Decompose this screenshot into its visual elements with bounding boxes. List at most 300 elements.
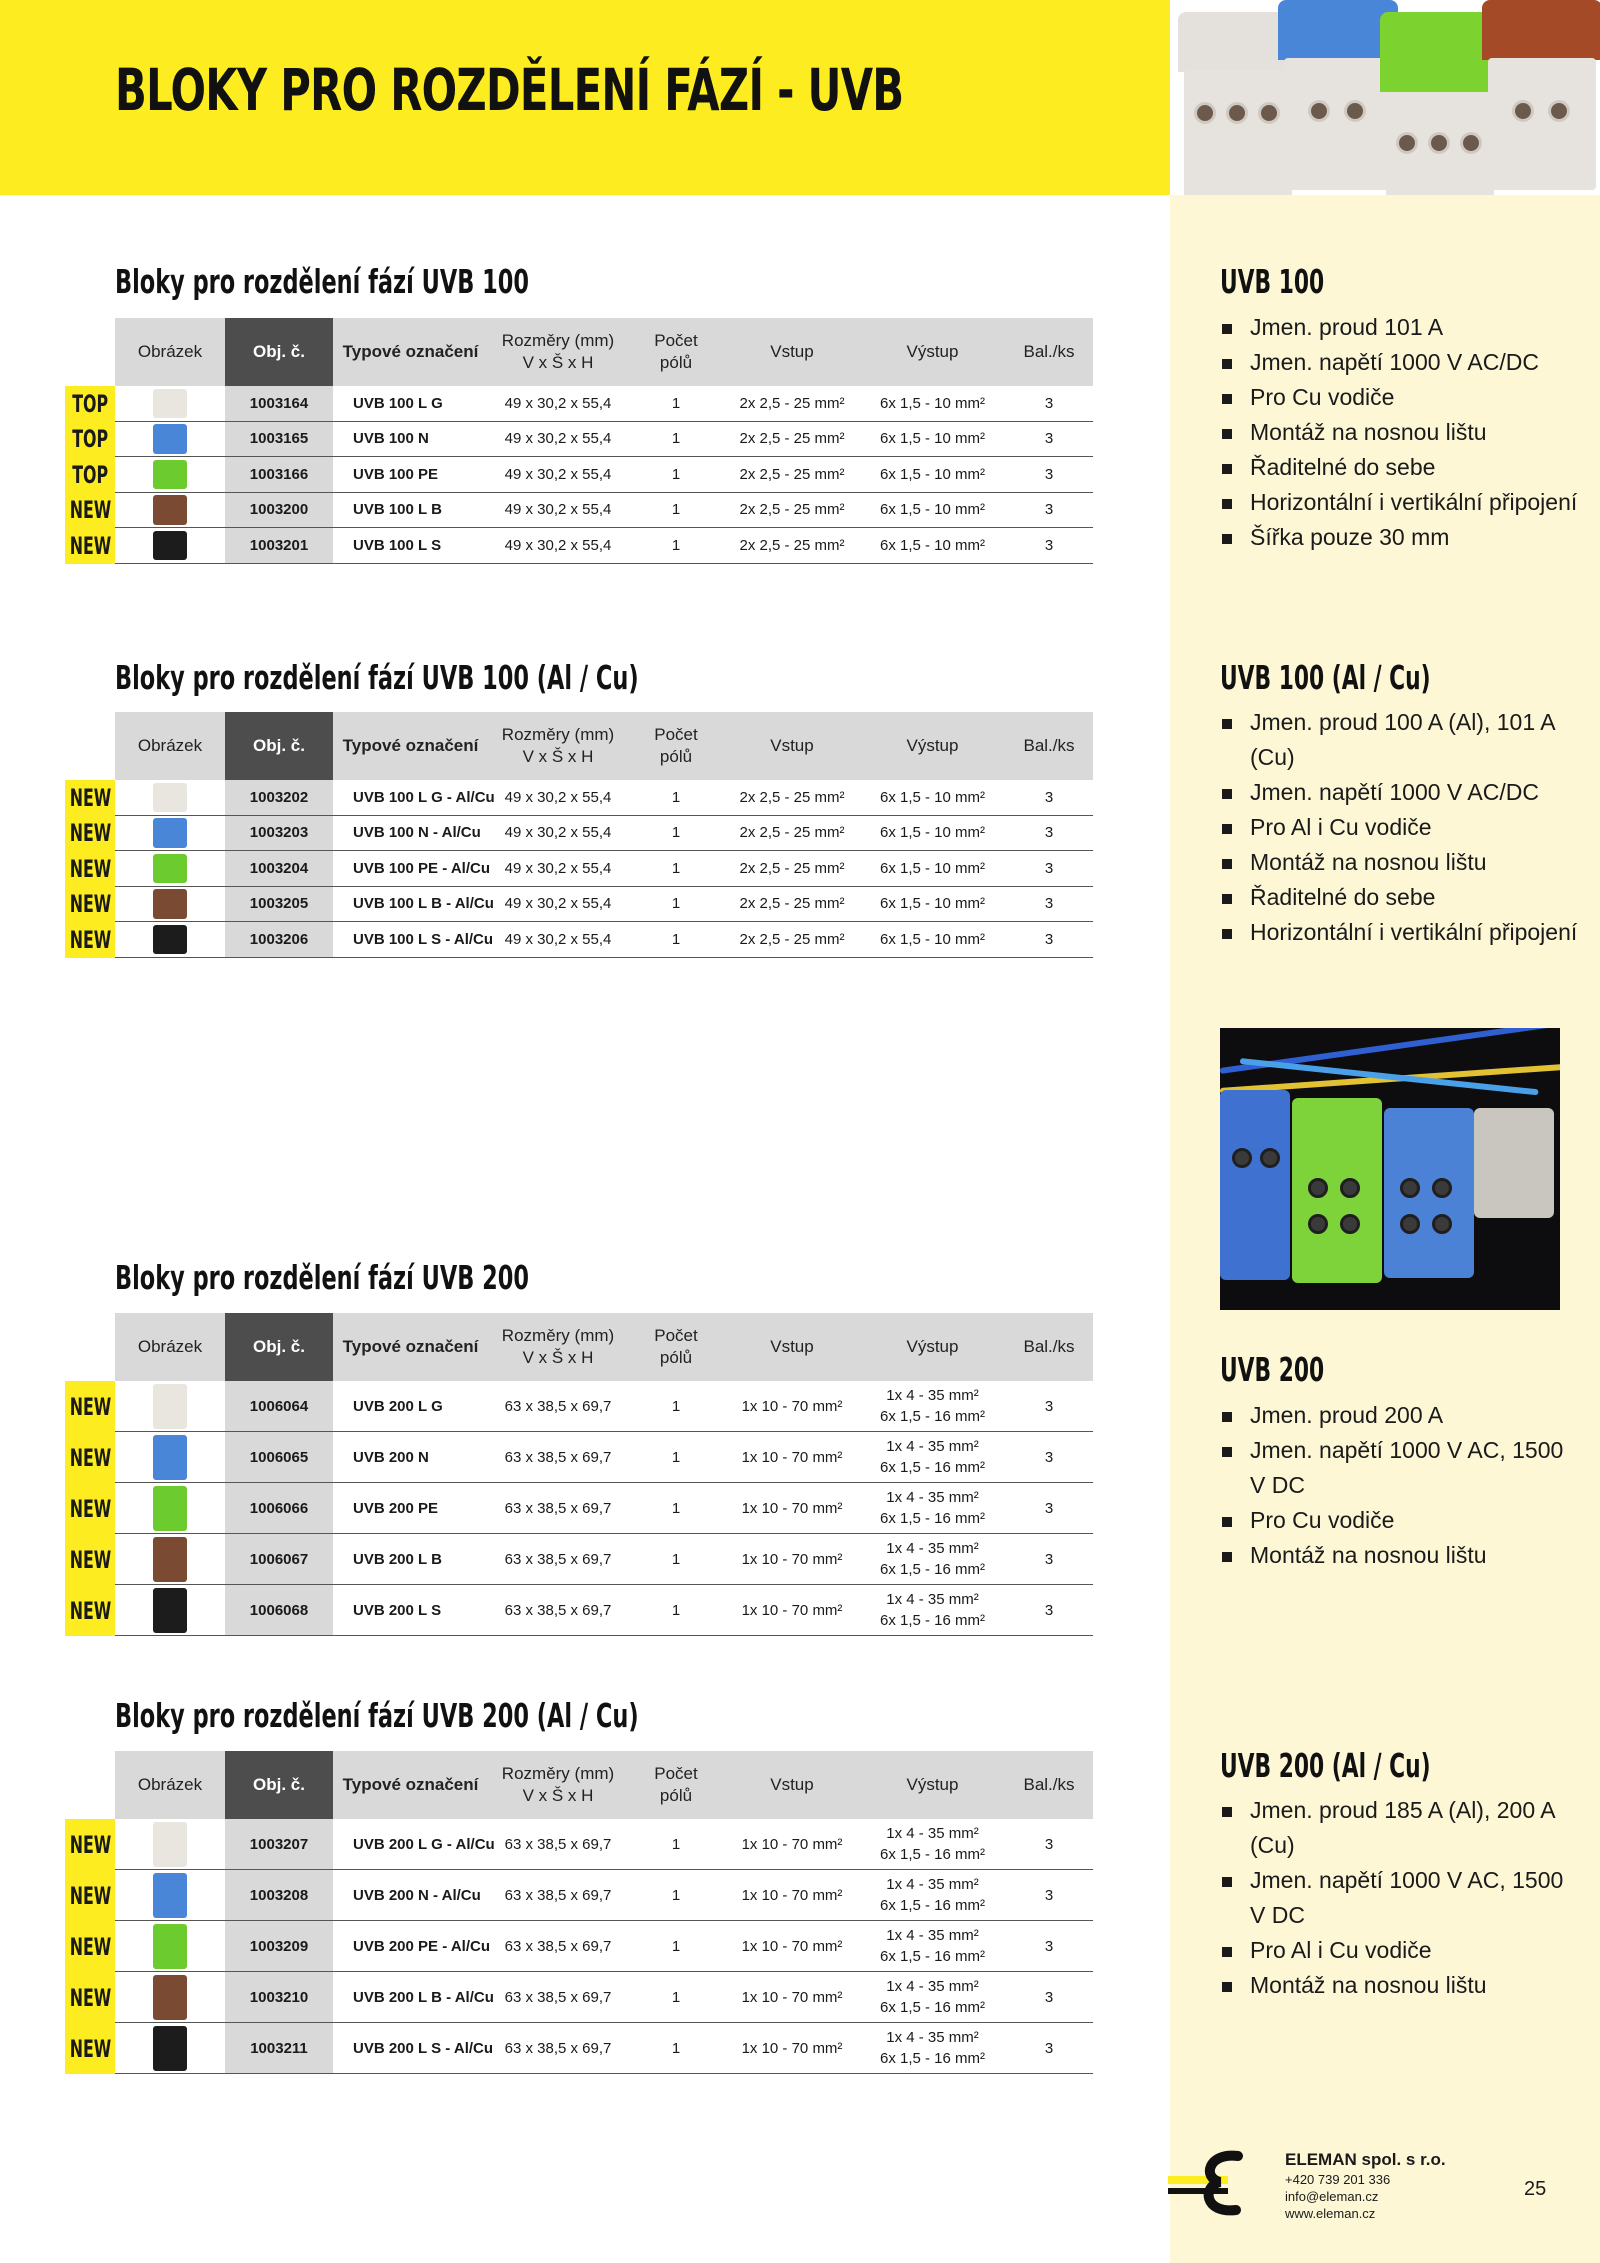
- spec-item: Montáž na nosnou lištu: [1220, 1968, 1580, 2003]
- input-spec: 1x 10 - 70 mm²: [741, 2039, 843, 2057]
- type-designation: UVB 200 L G - Al/Cu: [353, 1835, 495, 1853]
- dimensions: 49 x 30,2 x 55,4: [504, 930, 612, 948]
- th-input: Vstup: [770, 736, 814, 755]
- obj-number: 1003208: [225, 1870, 333, 1920]
- poles: 1: [671, 394, 681, 412]
- section-title: Bloky pro rozdělení fází UVB 100: [115, 262, 529, 301]
- spec-title: UVB 100 (Al / Cu): [1220, 658, 1431, 697]
- page-number: 25: [1524, 2178, 1547, 2200]
- status-badge: [65, 816, 115, 852]
- status-badge-label: NEW: [69, 1881, 111, 1910]
- status-badge: [65, 1972, 115, 2023]
- output-line2: 6x 1,5 - 16 mm²: [879, 1846, 986, 1863]
- dimensions: 49 x 30,2 x 55,4: [504, 895, 612, 913]
- product-image: [153, 889, 187, 919]
- type-designation: UVB 100 L S: [353, 536, 442, 554]
- page-header: [0, 0, 1170, 195]
- spec-item: Horizontální i vertikální připojení: [1220, 915, 1580, 950]
- output-line2: 6x 1,5 - 16 mm²: [879, 1510, 986, 1527]
- pack-qty: 3: [1044, 1397, 1054, 1415]
- table-row: [115, 457, 1093, 493]
- obj-number: 1003205: [225, 887, 333, 922]
- output-line2: 6x 1,5 - 16 mm²: [879, 1948, 986, 1965]
- output-line1: 1x 4 - 35 mm²: [886, 1591, 979, 1608]
- output-spec: 6x 1,5 - 10 mm²: [879, 859, 986, 877]
- table-row: [115, 1534, 1093, 1585]
- status-badge-label: NEW: [69, 1830, 111, 1859]
- status-badge: [65, 1381, 115, 1432]
- status-badge: [65, 780, 115, 816]
- eleman-logo-icon: [1168, 2148, 1268, 2218]
- pack-qty: 3: [1044, 824, 1054, 842]
- output-spec: [860, 1432, 1005, 1482]
- th-output: Výstup: [906, 1775, 959, 1794]
- th-type: Typové označení: [342, 736, 479, 755]
- product-thumbnail: [115, 851, 225, 886]
- dimensions: 63 x 38,5 x 69,7: [504, 1397, 612, 1415]
- table-row: [115, 1381, 1093, 1432]
- dimensions: 49 x 30,2 x 55,4: [504, 430, 612, 448]
- spec-title: UVB 200 (Al / Cu): [1220, 1746, 1431, 1785]
- output-line2: 6x 1,5 - 16 mm²: [879, 1561, 986, 1578]
- obj-number: 1003210: [225, 1972, 333, 2022]
- table-row: [115, 493, 1093, 529]
- output-spec: [860, 1585, 1005, 1635]
- table-row: [115, 780, 1093, 816]
- pack-qty: 3: [1044, 788, 1054, 806]
- output-spec: [860, 2023, 1005, 2073]
- poles: 1: [671, 501, 681, 519]
- output-spec: [860, 1819, 1005, 1869]
- output-spec: [860, 1921, 1005, 1971]
- th-dims-line2: V x Š x H: [522, 353, 594, 372]
- obj-number: 1003203: [225, 816, 333, 851]
- pack-qty: 3: [1044, 895, 1054, 913]
- pack-qty: 3: [1044, 1550, 1054, 1568]
- header-product-photo: [1170, 0, 1600, 195]
- pack-qty: 3: [1044, 1601, 1054, 1619]
- status-badge: [65, 1819, 115, 1870]
- type-designation: UVB 100 L G: [353, 394, 443, 412]
- th-poles-line1: Počet: [654, 331, 698, 350]
- dimensions: 63 x 38,5 x 69,7: [504, 1448, 612, 1466]
- pack-qty: 3: [1044, 1499, 1054, 1517]
- type-designation: UVB 200 L B - Al/Cu: [353, 1988, 494, 2006]
- status-badge: [65, 493, 115, 529]
- th-poles-line1: Počet: [654, 1764, 698, 1783]
- dimensions: 63 x 38,5 x 69,7: [504, 1835, 612, 1853]
- poles: 1: [671, 465, 681, 483]
- type-designation: UVB 200 L S: [353, 1601, 442, 1619]
- product-thumbnail: [115, 493, 225, 528]
- th-dims: [488, 1313, 628, 1381]
- spec-list: [1220, 705, 1580, 950]
- table-row: [115, 2023, 1093, 2074]
- input-spec: 1x 10 - 70 mm²: [741, 1448, 843, 1466]
- product-table: [115, 1313, 1093, 1636]
- product-thumbnail: [115, 1870, 225, 1920]
- table-row: [115, 887, 1093, 923]
- product-image: [153, 2026, 187, 2071]
- input-spec: 1x 10 - 70 mm²: [741, 1937, 843, 1955]
- footer-web[interactable]: www.eleman.cz: [1285, 2206, 1376, 2221]
- status-badge-label: TOP: [72, 425, 108, 454]
- obj-number: 1006067: [225, 1534, 333, 1584]
- th-obj: Obj. č.: [225, 1313, 333, 1381]
- pack-qty: 3: [1044, 1835, 1054, 1853]
- th-obj: Obj. č.: [225, 712, 333, 780]
- output-line2: 6x 1,5 - 16 mm²: [879, 1999, 986, 2016]
- output-line2: 6x 1,5 - 16 mm²: [879, 1459, 986, 1476]
- product-thumbnail: [115, 457, 225, 492]
- output-spec: 6x 1,5 - 10 mm²: [879, 930, 986, 948]
- poles: 1: [671, 1601, 681, 1619]
- status-badge-label: NEW: [69, 2034, 111, 2063]
- status-badge-label: NEW: [69, 890, 111, 919]
- type-designation: UVB 100 PE - Al/Cu: [353, 859, 490, 877]
- spec-item: Montáž na nosnou lištu: [1220, 415, 1580, 450]
- th-pack: Bal./ks: [1023, 736, 1075, 755]
- product-thumbnail: [115, 2023, 225, 2073]
- type-designation: UVB 100 L S - Al/Cu: [353, 930, 494, 948]
- spec-item: Jmen. napětí 1000 V AC/DC: [1220, 775, 1580, 810]
- pack-qty: 3: [1044, 1886, 1054, 1904]
- table-row: [115, 922, 1093, 958]
- status-badge-label: NEW: [69, 1932, 111, 1961]
- product-thumbnail: [115, 1972, 225, 2022]
- input-spec: 1x 10 - 70 mm²: [741, 1550, 843, 1568]
- product-thumbnail: [115, 780, 225, 815]
- table-row: [115, 1819, 1093, 1870]
- spec-item: Jmen. proud 100 A (Al), 101 A (Cu): [1220, 705, 1580, 775]
- th-input: Vstup: [770, 342, 814, 361]
- product-table: [115, 1751, 1093, 2074]
- spec-item: Pro Al i Cu vodiče: [1220, 810, 1580, 845]
- poles: 1: [671, 824, 681, 842]
- th-poles: [628, 1751, 724, 1819]
- dimensions: 63 x 38,5 x 69,7: [504, 1937, 612, 1955]
- poles: 1: [671, 788, 681, 806]
- product-thumbnail: [115, 1432, 225, 1482]
- poles: 1: [671, 1835, 681, 1853]
- status-badge: [65, 1483, 115, 1534]
- spec-item: Montáž na nosnou lištu: [1220, 845, 1580, 880]
- th-image: Obrázek: [137, 342, 203, 361]
- input-spec: 2x 2,5 - 25 mm²: [739, 465, 845, 483]
- product-image: [153, 424, 187, 454]
- type-designation: UVB 200 N: [353, 1448, 429, 1466]
- output-line1: 1x 4 - 35 mm²: [886, 1927, 979, 1944]
- status-badge-label: NEW: [69, 1545, 111, 1574]
- product-thumbnail: [115, 816, 225, 851]
- output-spec: 6x 1,5 - 10 mm²: [879, 536, 986, 554]
- obj-number: 1003211: [225, 2023, 333, 2073]
- product-image: [153, 1588, 187, 1633]
- th-dims-line1: Rozměry (mm): [501, 1326, 615, 1345]
- dimensions: 49 x 30,2 x 55,4: [504, 859, 612, 877]
- th-obj: Obj. č.: [225, 318, 333, 386]
- dimensions: 49 x 30,2 x 55,4: [504, 501, 612, 519]
- table-row: [115, 851, 1093, 887]
- output-line1: 1x 4 - 35 mm²: [886, 1876, 979, 1893]
- dimensions: 49 x 30,2 x 55,4: [504, 536, 612, 554]
- status-badge: [65, 1870, 115, 1921]
- status-badge-label: NEW: [69, 1494, 111, 1523]
- spec-item: Jmen. proud 101 A: [1220, 310, 1580, 345]
- pack-qty: 3: [1044, 1988, 1054, 2006]
- type-designation: UVB 100 N - Al/Cu: [353, 824, 481, 842]
- section-title: Bloky pro rozdělení fází UVB 200 (Al / Cu): [115, 1696, 639, 1735]
- type-designation: UVB 200 L S - Al/Cu: [353, 2039, 494, 2057]
- product-image: [153, 1384, 187, 1429]
- th-poles: [628, 712, 724, 780]
- status-badge: [65, 457, 115, 493]
- obj-number: 1006064: [225, 1381, 333, 1431]
- footer-phone: +420 739 201 336: [1285, 2172, 1391, 2187]
- output-spec: 6x 1,5 - 10 mm²: [879, 824, 986, 842]
- product-image: [153, 1873, 187, 1918]
- input-spec: 2x 2,5 - 25 mm²: [739, 824, 845, 842]
- dimensions: 63 x 38,5 x 69,7: [504, 1601, 612, 1619]
- th-dims: [488, 318, 628, 386]
- input-spec: 2x 2,5 - 25 mm²: [739, 394, 845, 412]
- output-line2: 6x 1,5 - 16 mm²: [879, 2050, 986, 2067]
- output-line2: 6x 1,5 - 16 mm²: [879, 1612, 986, 1629]
- th-pack: Bal./ks: [1023, 1775, 1075, 1794]
- status-badge-label: NEW: [69, 1596, 111, 1625]
- status-badge: [65, 1432, 115, 1483]
- pack-qty: 3: [1044, 394, 1054, 412]
- output-spec: [860, 1483, 1005, 1533]
- poles: 1: [671, 895, 681, 913]
- status-badge: [65, 887, 115, 923]
- output-line1: 1x 4 - 35 mm²: [886, 1489, 979, 1506]
- type-designation: UVB 200 L B: [353, 1550, 442, 1568]
- dimensions: 63 x 38,5 x 69,7: [504, 2039, 612, 2057]
- output-line1: 1x 4 - 35 mm²: [886, 1438, 979, 1455]
- section-title: Bloky pro rozdělení fází UVB 200: [115, 1258, 529, 1297]
- spec-item: Jmen. proud 185 A (Al), 200 A (Cu): [1220, 1793, 1580, 1863]
- th-output: Výstup: [906, 1337, 959, 1356]
- product-image: [153, 460, 187, 490]
- obj-number: 1003166: [225, 457, 333, 492]
- dimensions: 49 x 30,2 x 55,4: [504, 824, 612, 842]
- obj-number: 1006065: [225, 1432, 333, 1482]
- th-dims: [488, 712, 628, 780]
- status-badge: [65, 1534, 115, 1585]
- pack-qty: 3: [1044, 1448, 1054, 1466]
- table-header: [115, 1313, 1093, 1381]
- type-designation: UVB 100 L B: [353, 501, 442, 519]
- spec-item: Jmen. napětí 1000 V AC, 1500 V DC: [1220, 1863, 1580, 1933]
- input-spec: 1x 10 - 70 mm²: [741, 1397, 843, 1415]
- status-badge: [65, 1585, 115, 1636]
- pack-qty: 3: [1044, 501, 1054, 519]
- product-image: [153, 783, 187, 813]
- spec-list: [1220, 1793, 1580, 2003]
- th-type: Typové označení: [342, 1337, 479, 1356]
- obj-number: 1003209: [225, 1921, 333, 1971]
- obj-number: 1003200: [225, 493, 333, 528]
- status-badge-label: NEW: [69, 1443, 111, 1472]
- table-header: [115, 712, 1093, 780]
- obj-number: 1003204: [225, 851, 333, 886]
- status-badge-label: NEW: [69, 496, 111, 525]
- type-designation: UVB 200 N - Al/Cu: [353, 1886, 481, 1904]
- th-dims-line2: V x Š x H: [522, 1786, 594, 1805]
- footer-company: ELEMAN spol. s r.o.: [1285, 2150, 1446, 2169]
- product-thumbnail: [115, 1534, 225, 1584]
- th-obj: Obj. č.: [225, 1751, 333, 1819]
- product-image: [153, 1486, 187, 1531]
- th-dims-line2: V x Š x H: [522, 747, 594, 766]
- product-image: [153, 925, 187, 955]
- input-spec: 2x 2,5 - 25 mm²: [739, 501, 845, 519]
- spec-item: Pro Cu vodiče: [1220, 380, 1580, 415]
- th-image: Obrázek: [137, 1775, 203, 1794]
- status-badge: [65, 1921, 115, 1972]
- dimensions: 63 x 38,5 x 69,7: [504, 1886, 612, 1904]
- product-thumbnail: [115, 1483, 225, 1533]
- spec-item: Montáž na nosnou lištu: [1220, 1538, 1580, 1573]
- input-spec: 1x 10 - 70 mm²: [741, 1601, 843, 1619]
- poles: 1: [671, 1550, 681, 1568]
- product-image: [153, 1924, 187, 1969]
- output-spec: 6x 1,5 - 10 mm²: [879, 895, 986, 913]
- product-image: [153, 389, 187, 419]
- spec-item: Řaditelné do sebe: [1220, 450, 1580, 485]
- product-image-brown: [1482, 0, 1600, 190]
- pack-qty: 3: [1044, 2039, 1054, 2057]
- poles: 1: [671, 930, 681, 948]
- input-spec: 2x 2,5 - 25 mm²: [739, 895, 845, 913]
- product-image: [153, 1975, 187, 2020]
- product-thumbnail: [115, 1585, 225, 1635]
- poles: 1: [671, 1937, 681, 1955]
- input-spec: 2x 2,5 - 25 mm²: [739, 859, 845, 877]
- product-image: [153, 854, 187, 884]
- status-badge: [65, 922, 115, 958]
- output-spec: [860, 1381, 1005, 1431]
- spec-title: UVB 200: [1220, 1350, 1325, 1389]
- table-row: [115, 1483, 1093, 1534]
- th-dims-line2: V x Š x H: [522, 1348, 594, 1367]
- status-badge-label: NEW: [69, 854, 111, 883]
- product-image: [153, 1537, 187, 1582]
- pack-qty: 3: [1044, 1937, 1054, 1955]
- th-poles-line1: Počet: [654, 725, 698, 744]
- input-spec: 1x 10 - 70 mm²: [741, 1499, 843, 1517]
- output-spec: [860, 1870, 1005, 1920]
- output-spec: [860, 1972, 1005, 2022]
- output-line1: 1x 4 - 35 mm²: [886, 1387, 979, 1404]
- th-poles-line2: pólů: [659, 353, 693, 372]
- obj-number: 1003206: [225, 922, 333, 957]
- output-spec: [860, 1534, 1005, 1584]
- type-designation: UVB 100 PE: [353, 465, 439, 483]
- status-badge-label: NEW: [69, 1983, 111, 2012]
- poles: 1: [671, 1886, 681, 1904]
- dimensions: 63 x 38,5 x 69,7: [504, 1499, 612, 1517]
- obj-number: 1003202: [225, 780, 333, 815]
- poles: 1: [671, 1448, 681, 1466]
- th-image: Obrázek: [137, 736, 203, 755]
- product-thumbnail: [115, 528, 225, 563]
- obj-number: 1003165: [225, 422, 333, 457]
- status-badge-label: TOP: [72, 389, 108, 418]
- status-badge-label: NEW: [69, 925, 111, 954]
- spec-item: Horizontální i vertikální připojení: [1220, 485, 1580, 520]
- th-input: Vstup: [770, 1775, 814, 1794]
- output-line2: 6x 1,5 - 16 mm²: [879, 1897, 986, 1914]
- poles: 1: [671, 1397, 681, 1415]
- product-thumbnail: [115, 422, 225, 457]
- input-spec: 2x 2,5 - 25 mm²: [739, 788, 845, 806]
- th-poles: [628, 1313, 724, 1381]
- th-type: Typové označení: [342, 1775, 479, 1794]
- obj-number: 1003164: [225, 386, 333, 421]
- th-poles-line2: pólů: [659, 1348, 693, 1367]
- th-pack: Bal./ks: [1023, 342, 1075, 361]
- th-output: Výstup: [906, 736, 959, 755]
- poles: 1: [671, 430, 681, 448]
- input-spec: 1x 10 - 70 mm²: [741, 1988, 843, 2006]
- product-image: [153, 818, 187, 848]
- table-row: [115, 1870, 1093, 1921]
- product-table: [115, 712, 1093, 958]
- th-poles-line2: pólů: [659, 1786, 693, 1805]
- spec-item: Pro Cu vodiče: [1220, 1503, 1580, 1538]
- output-line1: 1x 4 - 35 mm²: [886, 1978, 979, 1995]
- page-title: BLOKY PRO ROZDĚLENÍ FÁZÍ - UVB: [115, 56, 904, 124]
- poles: 1: [671, 1988, 681, 2006]
- type-designation: UVB 200 PE: [353, 1499, 439, 1517]
- status-badge-label: NEW: [69, 1392, 111, 1421]
- dimensions: 63 x 38,5 x 69,7: [504, 1550, 612, 1568]
- output-line2: 6x 1,5 - 16 mm²: [879, 1408, 986, 1425]
- type-designation: UVB 200 L G: [353, 1397, 443, 1415]
- table-row: [115, 386, 1093, 422]
- product-thumbnail: [115, 1381, 225, 1431]
- th-poles-line1: Počet: [654, 1326, 698, 1345]
- th-dims-line1: Rozměry (mm): [501, 331, 615, 350]
- output-spec: 6x 1,5 - 10 mm²: [879, 788, 986, 806]
- spec-item: Jmen. proud 200 A: [1220, 1398, 1580, 1433]
- th-output: Výstup: [906, 342, 959, 361]
- spec-list: [1220, 1398, 1580, 1573]
- th-input: Vstup: [770, 1337, 814, 1356]
- input-spec: 1x 10 - 70 mm²: [741, 1886, 843, 1904]
- table-row: [115, 1972, 1093, 2023]
- status-badge-label: TOP: [72, 460, 108, 489]
- poles: 1: [671, 2039, 681, 2057]
- footer-email[interactable]: info@eleman.cz: [1285, 2189, 1379, 2204]
- dimensions: 49 x 30,2 x 55,4: [504, 394, 612, 412]
- table-header: [115, 318, 1093, 386]
- th-image: Obrázek: [137, 1337, 203, 1356]
- type-designation: UVB 100 N: [353, 430, 429, 448]
- table-row: [115, 816, 1093, 852]
- product-thumbnail: [115, 1921, 225, 1971]
- th-dims-line1: Rozměry (mm): [501, 725, 615, 744]
- status-badge: [65, 528, 115, 564]
- table-row: [115, 528, 1093, 564]
- spec-title: UVB 100: [1220, 262, 1325, 301]
- product-thumbnail: [115, 922, 225, 957]
- poles: 1: [671, 1499, 681, 1517]
- obj-number: 1003201: [225, 528, 333, 563]
- spec-item: Řaditelné do sebe: [1220, 880, 1580, 915]
